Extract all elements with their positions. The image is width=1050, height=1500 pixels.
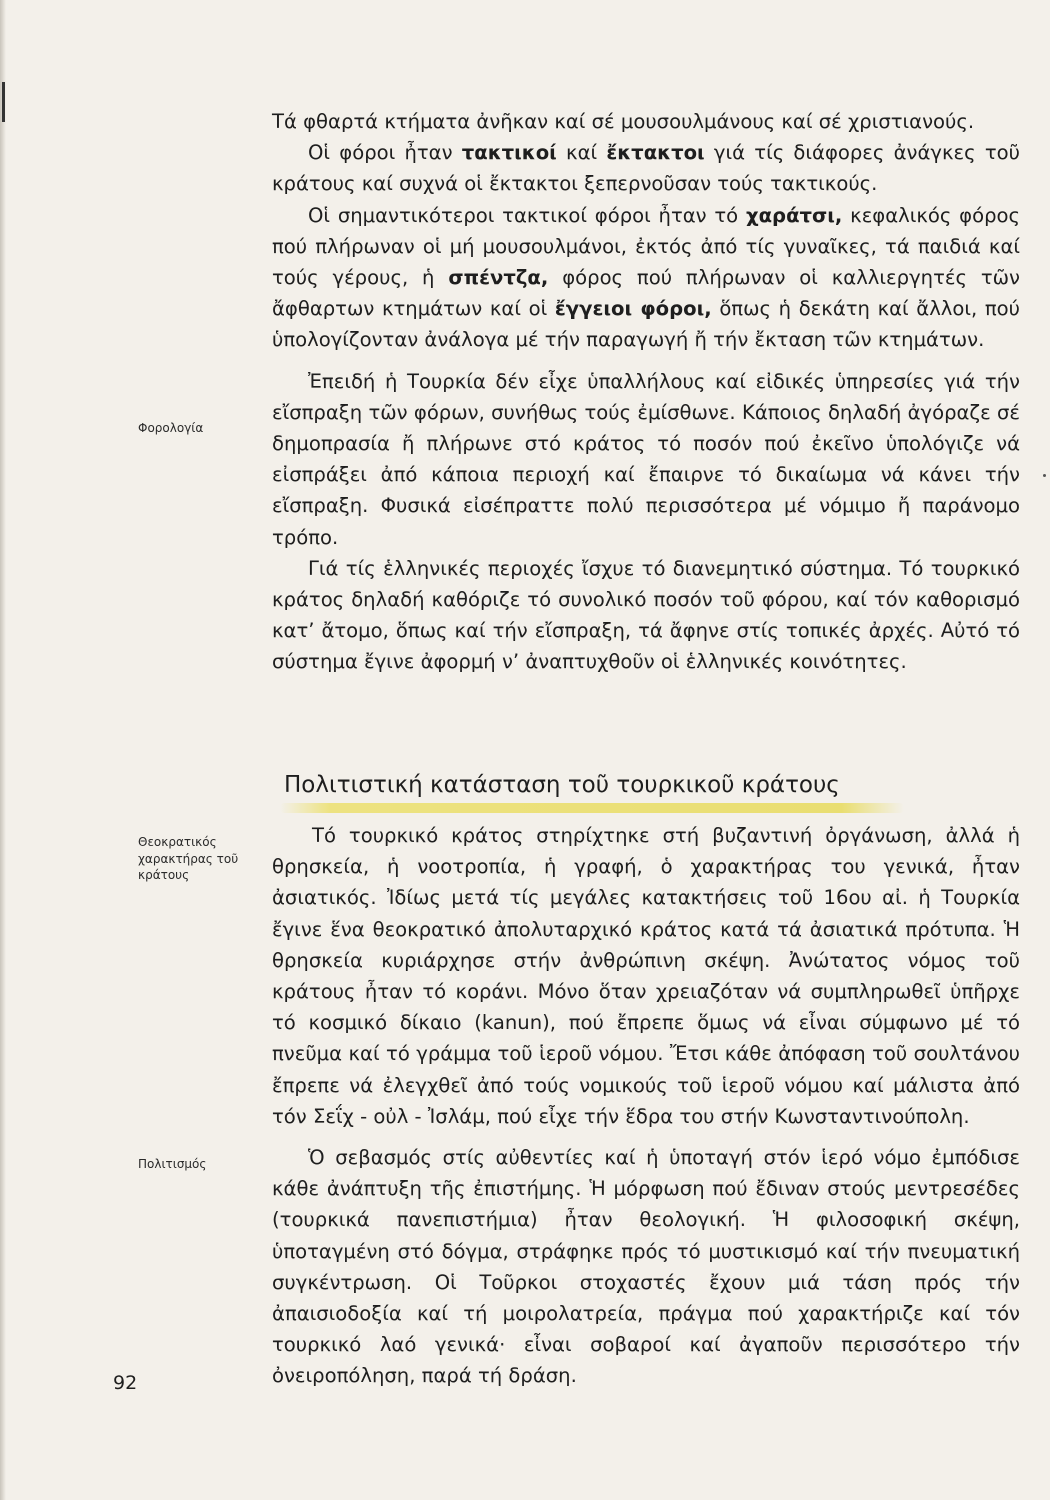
margin-note-line: χαρακτήρας τοῦ xyxy=(138,851,239,866)
margin-note-label: Πολιτισμός xyxy=(138,1157,207,1171)
paragraph-culture: Ὁ σεβασμός στίς αὐθεντίες καί ἡ ὑποταγή στόν ἱερό νόμο ἐμπόδισε κάθε ἀνάπτυξη τῆς ἐπιστήμης. Ἡ μόρφωση πού ἔδιναν στούς μεντρεσέδες (τουρκικά πανεπιστήμια) ἦταν θεολογική. Ἡ φιλοσοφική σκέψη, ὑποταγμένη στό δόγμα, στράφηκε πρός τό μυστικισμό καί τήν πνευματική συγκέντρωση. Οἱ Τοῦρκοι στοχαστές ἔχουν μιά τάση πρός τήν ἀπαισιοδοξία καί τή μοιρολατρεία, πράγμα πού χαρακτήριζε καί τόν τουρκικό λαό γενικά· εἶναι σοβαροί καί ἀγαποῦν περισσότερο τήν ὀνειροπόληση, παρά τή δράση. xyxy=(272,1146,1020,1388)
margin-note-culture xyxy=(138,1156,262,1173)
paragraph-tax-types: Οἱ φόροι ἦταν τακτικοί καί ἔκτακτοι γιά τίς διάφορες ἀνάγκες τοῦ κράτους καί συχνά οἱ ἔκτακτοι ξεπερνοῦσαν τούς τακτικούς. xyxy=(272,141,1020,196)
margin-note-theocratic xyxy=(138,834,262,884)
paragraph-tax-collection: Ἐπειδή ἡ Τουρκία δέν εἶχε ὑπαλλήλους καί εἰδικές ὑπηρεσίες γιά τήν εἴσπραξη τῶν φόρων, συνήθως τούς ἐμίσθωνε. Κάποιος δηλαδή ἀγόραζε σέ δημοπρασία ἤ πλήρωνε στό κράτος τό ποσόν πού ἐκεῖνο ὑπολόγιζε νά εἰσπράξει ἀπό κάποια περιοχή καί ἔπαιρνε τό δικαίωμα νά κάνει τήν εἴσπραξη. Φυσικά εἰσέπραττε πολύ περισσότερα μέ νόμιμο ἤ παράνομο τρόπο. xyxy=(272,369,1020,549)
heading-highlight xyxy=(280,803,904,813)
page-number: 92 xyxy=(113,1372,138,1394)
margin-note-label: Φορολογία xyxy=(138,421,204,435)
margin-note-taxation xyxy=(138,420,262,437)
margin-note-line: κράτους xyxy=(138,868,190,882)
paragraph-distribution-system: Γιά τίς ἑλληνικές περιοχές ἴσχυε τό διανεμητικό σύστημα. Τό τουρκικό κράτος δηλαδή καθόριζε τό συνολικό ποσόν τοῦ φόρου, καί τόν καθορισμό κατ’ ἄτομο, ὅπως καί τήν εἴσπραξη, τά ἄφηνε στίς τοπικές ἀρχές. Αὐτό τό σύστημα ἔγινε ἀφορμή ν’ ἀναπτυχθοῦν οἱ ἑλληνικές κοινότητες. xyxy=(272,556,1020,674)
margin-note-line: Θεοκρατικός xyxy=(138,835,217,849)
page-edge-shadow xyxy=(0,0,6,1500)
scan-speck xyxy=(1043,474,1046,477)
paragraph-property: Τά φθαρτά κτήματα ἀνῆκαν καί σέ μουσουλμάνους καί σέ χριστιανούς. xyxy=(272,110,975,133)
section-culture-text xyxy=(272,820,1020,1392)
paragraph-theocratic-state: Τό τουρκικό κράτος στηρίχτηκε στή βυζαντινή ὀργάνωση, ἀλλά ἡ θρησκεία, ἡ νοοτροπία, ἡ γραφή, ὁ χαρακτήρας του γενικά, ἦταν ἀσιατικός. Ἰδίως μετά τίς μεγάλες κατακτήσεις τοῦ 16ου αἰ. ἡ Τουρκία ἔγινε ἕνα θεοκρατικό ἀπολυταρχικό κράτος κατά τά ἀσιατικά πρότυπα. Ἡ θρησκεία κυριάρχησε στήν ἀνθρώπινη σκέψη. Ἀνώτατος νόμος τοῦ κράτους ἦταν τό κοράνι. Μόνο ὅταν χρειαζόταν νά συμπληρωθεῖ ὑπῆρχε τό κοσμικό δίκαιο (kanun), πού ἔπρεπε ὅμως νά εἶναι σύμφωνο μέ τό πνεῦμα καί τό γράμμα τοῦ ἱεροῦ νόμου. Ἔτσι κάθε ἀπόφαση τοῦ σουλτάνου ἔπρεπε νά ἐλεγχθεῖ ἀπό τούς νομικούς τοῦ ἱεροῦ νόμου καί μάλιστα ἀπό τόν Σεΐχ - οὐλ - Ἰσλάμ, πού εἶχε τήν ἕδρα του στήν Κωνσταντινούπολη. xyxy=(272,824,1020,1128)
binding-mark xyxy=(2,82,5,122)
section-taxes-text xyxy=(272,106,1020,678)
paragraph-main-taxes: Οἱ σημαντικότεροι τακτικοί φόροι ἦταν τό χαράτσι, κεφαλικός φόρος πού πλήρωναν οἱ μή μουσουλμάνοι, ἐκτός ἀπό τίς γυναῖκες, τά παιδιά καί τούς γέρους, ἡ σπέντζα, φόρος πού πλήρωναν οἱ καλλιεργητές τῶν ἄφθαρτων κτημάτων καί οἱ ἔγγειοι φόροι, ὅπως ἡ δεκάτη καί ἄλλοι, πού ὑπολογίζονταν ἀνάλογα μέ τήν παραγωγή ἤ τήν ἔκταση τῶν κτημάτων. xyxy=(272,203,1021,352)
section-heading: Πολιτιστική κατάσταση τοῦ τουρκικοῦ κράτους xyxy=(284,772,840,798)
